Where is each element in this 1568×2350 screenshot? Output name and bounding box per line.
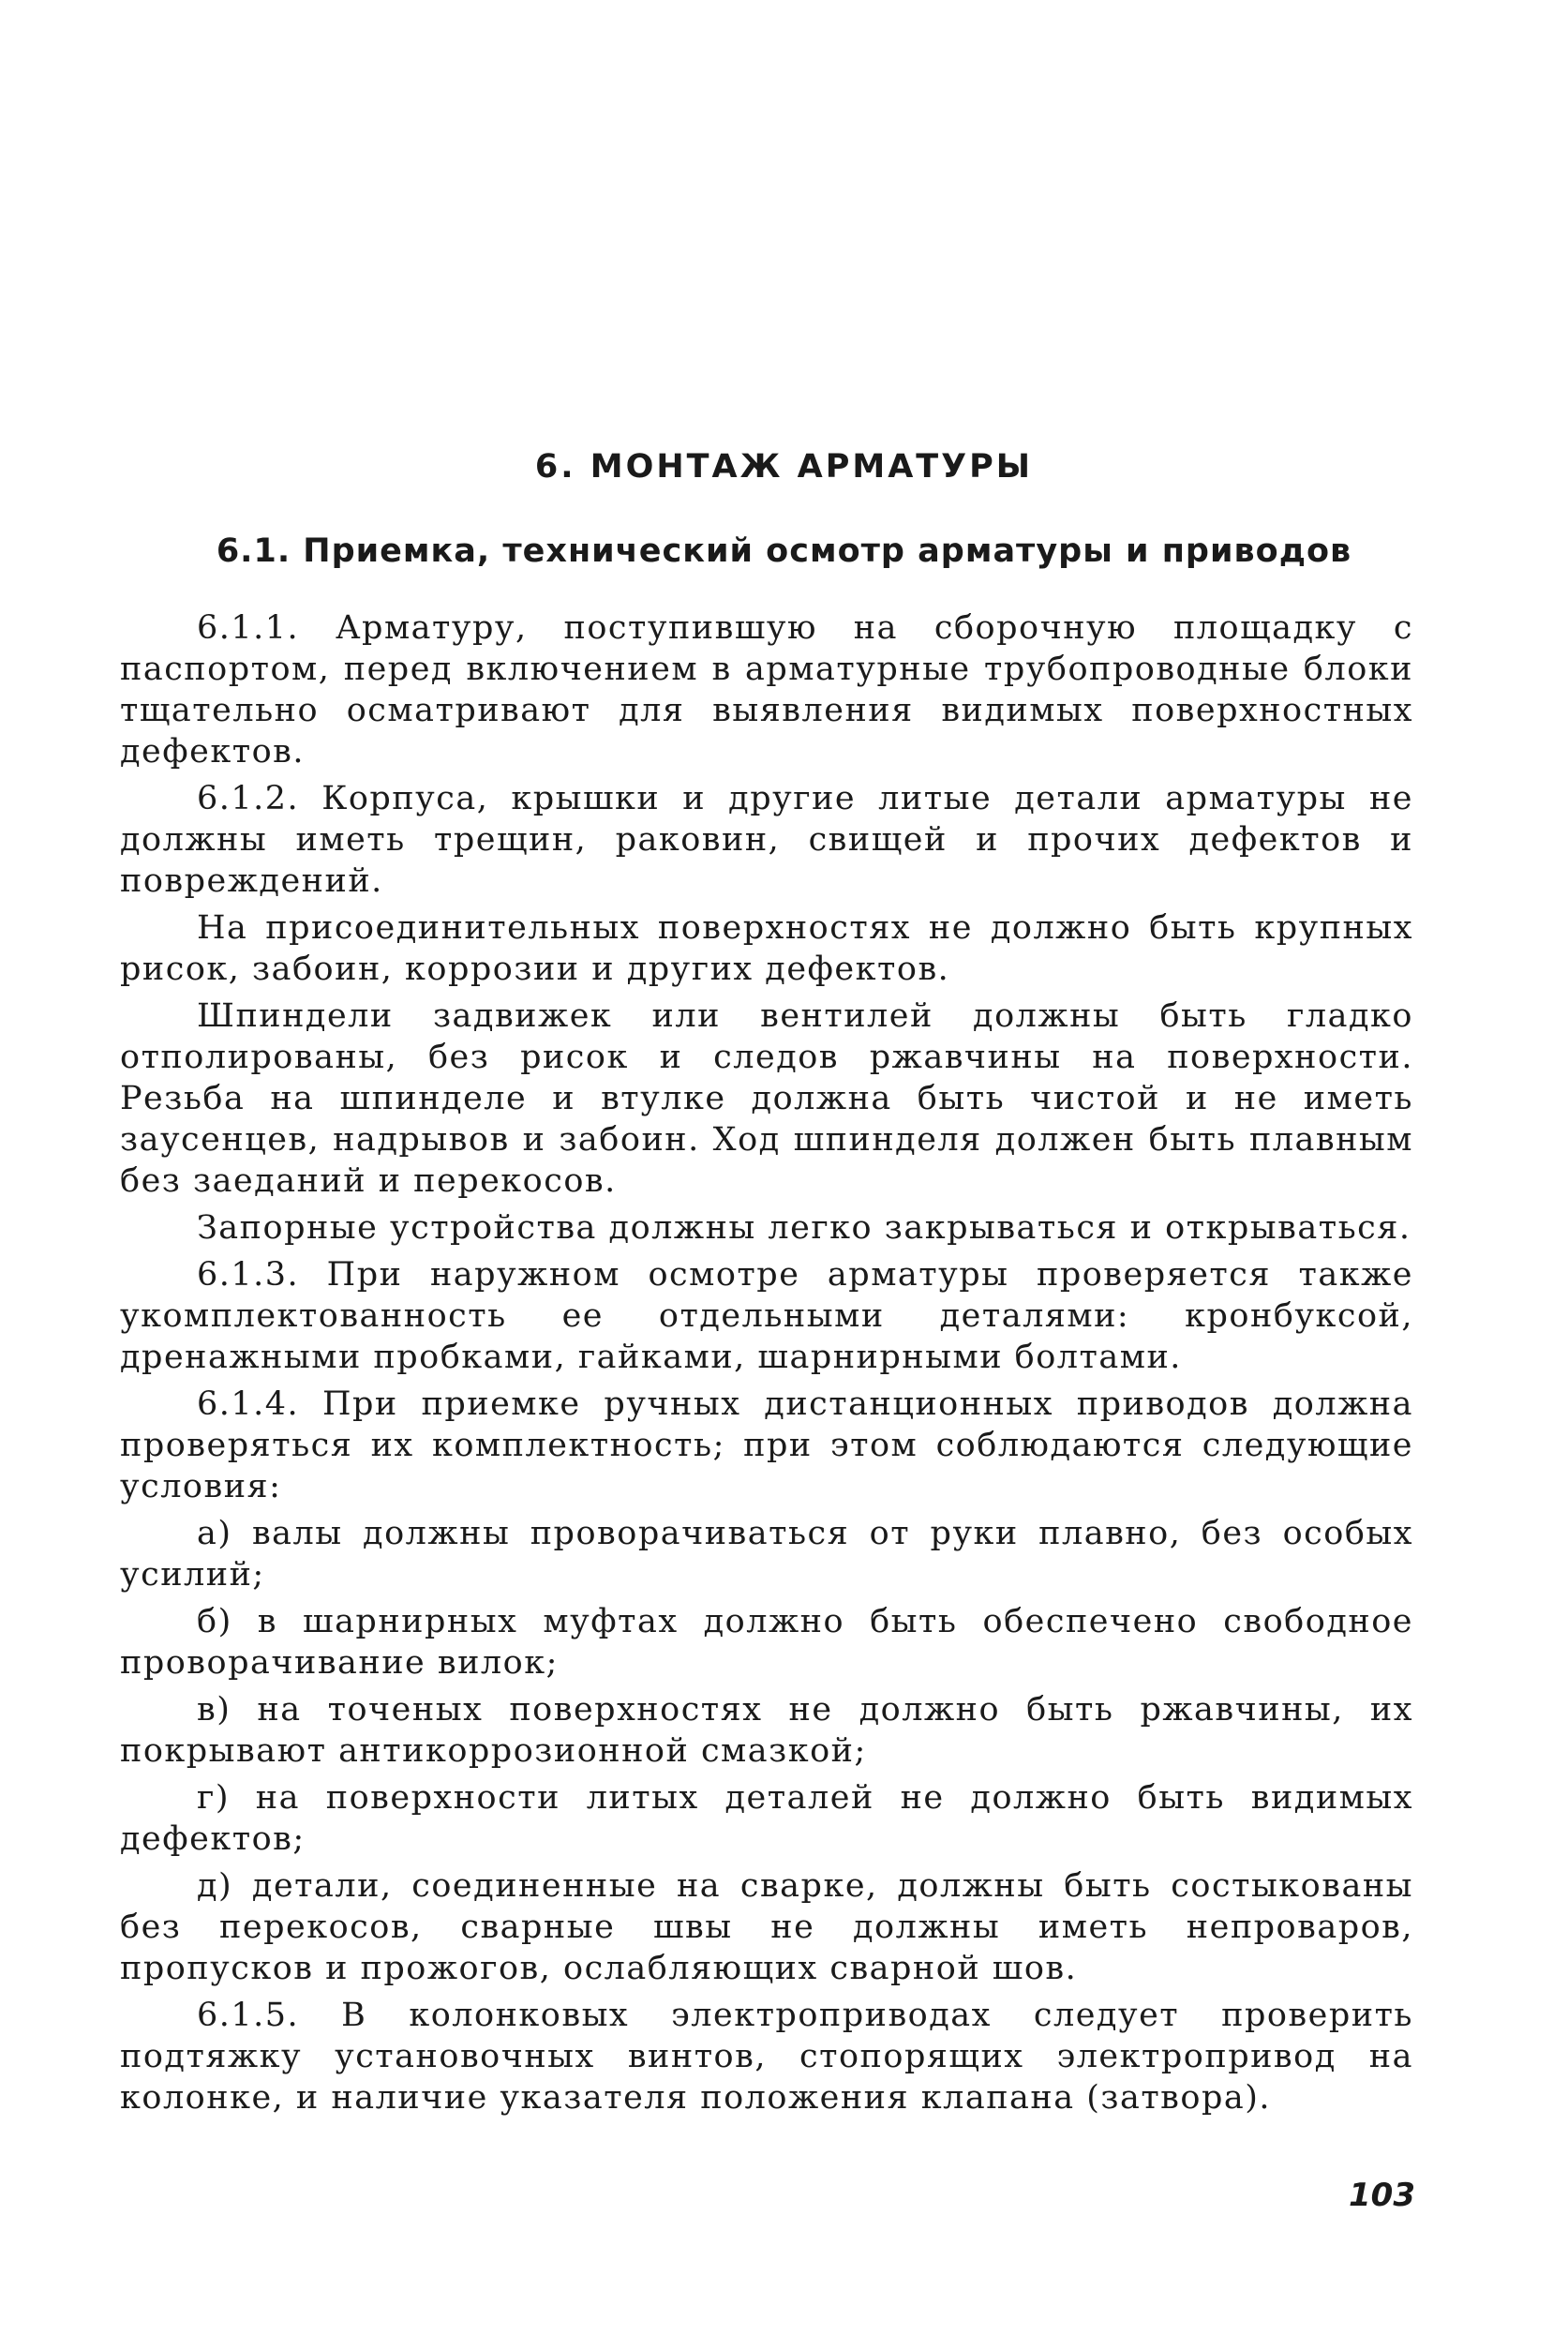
list-item-v: в) на точеных поверхностях не должно быть ржавчины, их покрывают антикоррозионной смазкой;: [120, 1691, 1413, 1770]
list-item-g: г) на поверхности литых деталей не должно быть видимых дефектов;: [120, 1779, 1413, 1858]
paragraph-6-1-2: 6.1.2. Корпуса, крышки и другие литые детали арматуры не должны иметь трещин, раковин, свищей и прочих дефектов и повреждений.: [120, 780, 1413, 900]
chapter-title: 6. МОНТАЖ АРМАТУРЫ: [534, 448, 1034, 486]
paragraph-shutoff-devices: Запорные устройства должны легко закрываться и открываться.: [197, 1209, 1411, 1247]
paragraph-6-1-3: 6.1.3. При наружном осмотре арматуры проверяется также укомплектованность ее отдельными деталями: кронбуксой, дренажными пробками, гайками, шарнирными болтами.: [120, 1256, 1413, 1376]
list-item-d: д) детали, соединенные на сварке, должны быть состыкованы без перекосов, сварные швы не должны иметь непроваров, пропусков и прожогов, ослабляющих сварной шов.: [120, 1867, 1413, 1987]
section-title: 6.1. Приемка, технический осмотр арматуры и приводов: [216, 532, 1352, 570]
paragraph-6-1-1: 6.1.1. Арматуру, поступившую на сборочную площадку с паспортом, перед включением в арматурные трубопроводные блоки тщательно осматривают для выявления видимых поверхностных дефектов.: [120, 609, 1413, 771]
list-item-a: а) валы должны проворачиваться от руки плавно, без особых усилий;: [120, 1515, 1413, 1594]
page-number: 103: [1349, 2177, 1415, 2214]
paragraph-6-1-5: 6.1.5. В колонковых электроприводах следует проверить подтяжку установочных винтов, стопорящих электропривод на колонке, и наличие указателя положения клапана (затвора).: [120, 1997, 1413, 2117]
list-item-b: б) в шарнирных муфтах должно быть обеспечено свободное проворачивание вилок;: [120, 1603, 1413, 1682]
paragraph-6-1-4: 6.1.4. При приемке ручных дистанционных приводов должна проверяться их комплектность; при этом соблюдаются следующие условия:: [120, 1385, 1413, 1505]
body-text: [120, 607, 1413, 2124]
paragraph-connecting-surfaces: На присоединительных поверхностях не должно быть крупных рисок, забоин, коррозии и других дефектов.: [120, 909, 1413, 988]
paragraph-spindles: Шпиндели задвижек или вентилей должны быть гладко отполированы, без рисок и следов ржавчины на поверхности. Резьба на шпинделе и втулке должна быть чистой и не иметь заусенцев, надрывов и забоин. Ход шпинделя должен быть плавным без заеданий и перекосов.: [120, 997, 1413, 1200]
